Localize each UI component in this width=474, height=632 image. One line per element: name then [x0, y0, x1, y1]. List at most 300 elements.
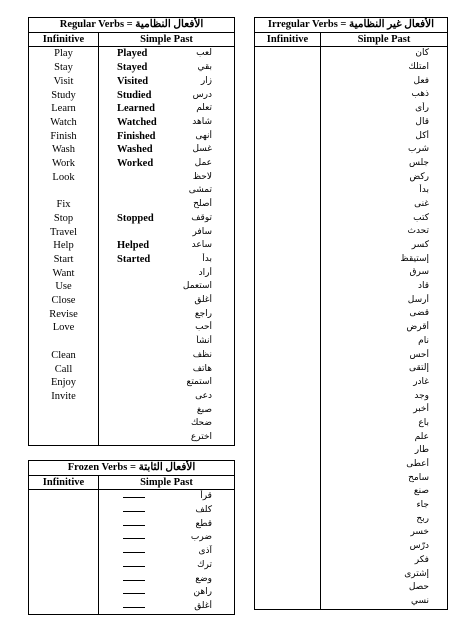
arabic-meaning: شرب	[408, 144, 429, 155]
arabic-meaning: بدأ	[419, 185, 429, 196]
table-row	[255, 143, 448, 157]
infinitive-cell: Call	[29, 363, 99, 377]
simple-past-cell	[321, 225, 448, 239]
table-row	[29, 239, 235, 253]
simple-past-cell	[321, 526, 448, 540]
frozen-verbs-body	[29, 490, 235, 614]
table-row	[29, 404, 235, 418]
table-row	[29, 431, 235, 445]
arabic-meaning: دعى	[195, 390, 213, 401]
infinitive-cell: Watch	[29, 116, 99, 130]
table-row	[29, 586, 235, 600]
arabic-meaning: أكل	[415, 130, 429, 141]
simple-past-cell	[99, 253, 235, 267]
arabic-meaning: أحب	[195, 322, 213, 333]
infinitive-cell	[255, 472, 321, 486]
arabic-meaning: قال	[415, 116, 429, 127]
simple-past-cell	[99, 198, 235, 212]
infinitive-cell	[255, 513, 321, 527]
infinitive-cell	[29, 518, 99, 532]
simple-past-cell	[321, 212, 448, 226]
infinitive-cell: Learn	[29, 102, 99, 116]
infinitive-cell	[255, 266, 321, 280]
infinitive-cell	[255, 171, 321, 185]
simple-past-cell	[321, 239, 448, 253]
past-form: Learned	[117, 103, 155, 115]
arabic-meaning: أقرض	[406, 322, 429, 333]
infinitive-cell	[255, 417, 321, 431]
arabic-meaning: زار	[200, 75, 213, 86]
infinitive-cell: Use	[29, 280, 99, 294]
table-row	[29, 75, 235, 89]
table-row	[29, 267, 235, 281]
infinitive-cell	[29, 335, 99, 349]
infinitive-cell	[255, 280, 321, 294]
table-row	[255, 280, 448, 294]
arabic-meaning: كلف	[195, 505, 212, 516]
table-row	[255, 403, 448, 417]
blank-line	[123, 566, 145, 567]
table-row	[255, 294, 448, 308]
arabic-meaning: استعمل	[182, 281, 213, 292]
table-row	[29, 518, 235, 532]
irregular-verbs-table	[254, 17, 448, 610]
arabic-meaning: راهن	[193, 587, 212, 598]
arabic-meaning: ذهب	[411, 89, 429, 100]
simple-past-cell	[99, 504, 235, 518]
infinitive-cell: Invite	[29, 390, 99, 404]
irregular-verbs-title: Irregular Verbs = الأفعال غير النظامية	[255, 18, 448, 33]
infinitive-cell	[255, 554, 321, 568]
simple-past-cell	[99, 349, 235, 363]
arabic-meaning: لعب	[196, 48, 213, 59]
arabic-meaning: بدأ	[202, 253, 213, 264]
arabic-meaning: باع	[418, 417, 429, 428]
infinitive-cell: Visit	[29, 75, 99, 89]
simple-past-cell	[99, 61, 235, 75]
simple-past-cell	[321, 157, 448, 171]
table-row	[29, 198, 235, 212]
arabic-meaning: درّس	[409, 541, 429, 552]
table-row	[29, 390, 235, 404]
blank-line	[123, 552, 145, 553]
simple-past-cell	[321, 61, 448, 75]
simple-past-cell	[321, 540, 448, 554]
arabic-meaning: نظف	[192, 349, 213, 360]
simple-past-cell	[99, 559, 235, 573]
infinitive-cell	[255, 595, 321, 609]
simple-past-cell	[321, 102, 448, 116]
table-row	[29, 102, 235, 116]
arabic-meaning: غادر	[413, 376, 429, 387]
simple-past-cell	[321, 376, 448, 390]
simple-past-cell	[321, 554, 448, 568]
infinitive-cell	[255, 225, 321, 239]
simple-past-cell	[321, 198, 448, 212]
arabic-meaning: وضع	[195, 573, 212, 584]
table-row	[255, 472, 448, 486]
simple-past-cell	[99, 280, 235, 294]
simple-past-cell	[99, 531, 235, 545]
table-row	[255, 581, 448, 595]
simple-past-cell	[321, 568, 448, 582]
infinitive-cell: Wash	[29, 143, 99, 157]
table-row	[255, 349, 448, 363]
arabic-meaning: حصل	[408, 582, 429, 593]
regular-verbs-body	[29, 47, 235, 445]
infinitive-cell	[255, 61, 321, 75]
arabic-meaning: ترك	[197, 559, 212, 570]
infinitive-cell	[255, 75, 321, 89]
table-row	[255, 417, 448, 431]
infinitive-cell	[29, 573, 99, 587]
infinitive-cell	[255, 198, 321, 212]
infinitive-cell	[255, 362, 321, 376]
past-form: Finished	[117, 130, 156, 142]
infinitive-cell: Start	[29, 253, 99, 267]
infinitive-cell	[255, 403, 321, 417]
arabic-meaning: أراد	[198, 267, 213, 278]
table-row	[255, 362, 448, 376]
simple-past-cell	[99, 308, 235, 322]
table-row	[29, 349, 235, 363]
infinitive-cell: Work	[29, 157, 99, 171]
arabic-meaning: هاتف	[192, 363, 213, 374]
blank-line	[123, 511, 145, 512]
simple-past-cell	[321, 499, 448, 513]
infinitive-cell	[29, 504, 99, 518]
arabic-meaning: ضرب	[190, 532, 212, 543]
simple-past-cell	[99, 239, 235, 253]
infinitive-cell	[255, 239, 321, 253]
simple-past-cell	[99, 157, 235, 171]
infinitive-cell	[255, 130, 321, 144]
table-row	[255, 130, 448, 144]
infinitive-cell	[255, 540, 321, 554]
table-row	[29, 61, 235, 75]
infinitive-cell	[255, 294, 321, 308]
simple-past-cell	[321, 595, 448, 609]
table-row	[29, 490, 235, 504]
past-form: Started	[117, 253, 151, 265]
arabic-meaning: قاد	[417, 281, 429, 292]
table-row	[255, 225, 448, 239]
simple-past-cell	[321, 88, 448, 102]
infinitive-cell	[255, 184, 321, 198]
infinitive-cell	[29, 559, 99, 573]
arabic-meaning: غنى	[414, 198, 429, 209]
arabic-meaning: ربح	[416, 513, 429, 524]
arabic-meaning: تحدث	[407, 226, 429, 237]
infinitive-cell	[29, 431, 99, 445]
simple-past-cell	[99, 417, 235, 431]
arabic-meaning: أغلق	[194, 295, 213, 306]
infinitive-cell: Stay	[29, 61, 99, 75]
infinitive-cell	[255, 47, 321, 61]
table-row	[29, 171, 235, 185]
infinitive-cell: Help	[29, 239, 99, 253]
arabic-meaning: جاء	[416, 500, 429, 511]
table-row	[255, 266, 448, 280]
table-row	[255, 88, 448, 102]
table-row	[29, 184, 235, 198]
table-row	[255, 595, 448, 609]
simple-past-cell	[99, 545, 235, 559]
blank-line	[123, 607, 145, 608]
table-row	[29, 47, 235, 61]
infinitive-cell	[255, 253, 321, 267]
arabic-meaning: آذى	[198, 546, 212, 557]
simple-past-cell	[321, 184, 448, 198]
simple-past-cell	[99, 294, 235, 308]
table-row	[255, 485, 448, 499]
infinitive-cell	[29, 586, 99, 600]
simple-past-cell	[99, 226, 235, 240]
simple-past-cell	[99, 47, 235, 61]
frozen-verbs-table	[28, 460, 235, 615]
blank-line	[123, 497, 145, 498]
simple-past-cell	[99, 363, 235, 377]
simple-past-cell	[321, 513, 448, 527]
table-row	[255, 444, 448, 458]
arabic-meaning: قرأ	[200, 491, 212, 502]
infinitive-cell	[29, 417, 99, 431]
infinitive-cell	[255, 499, 321, 513]
past-form: Played	[117, 48, 148, 60]
arabic-meaning: تمشى	[188, 185, 213, 196]
arabic-meaning: غسل	[192, 144, 213, 155]
infinitive-cell	[255, 581, 321, 595]
infinitive-cell: Close	[29, 294, 99, 308]
infinitive-cell	[255, 335, 321, 349]
table-row	[29, 116, 235, 130]
infinitive-cell	[255, 444, 321, 458]
table-row	[29, 143, 235, 157]
arabic-meaning: جلس	[408, 157, 429, 168]
arabic-meaning: درس	[192, 89, 213, 100]
arabic-meaning: أنشأ	[196, 336, 213, 347]
arabic-meaning: عمل	[194, 158, 213, 169]
simple-past-header: Simple Past	[321, 32, 448, 47]
table-row	[255, 554, 448, 568]
infinitive-cell: Clean	[29, 349, 99, 363]
infinitive-cell	[255, 321, 321, 335]
arabic-meaning: كسر	[411, 240, 429, 251]
infinitive-cell	[255, 376, 321, 390]
infinitive-cell: Love	[29, 321, 99, 335]
infinitive-header: Infinitive	[29, 475, 99, 490]
arabic-meaning: وجد	[414, 390, 429, 401]
table-row	[29, 321, 235, 335]
arabic-meaning: فعل	[413, 75, 429, 86]
arabic-meaning: علم	[414, 431, 429, 442]
arabic-meaning: طار	[414, 445, 429, 456]
table-row	[255, 116, 448, 130]
simple-past-cell	[321, 349, 448, 363]
simple-past-cell	[321, 266, 448, 280]
infinitive-cell	[255, 143, 321, 157]
simple-past-cell	[321, 458, 448, 472]
table-row	[29, 308, 235, 322]
table-row	[29, 600, 235, 614]
simple-past-cell	[99, 184, 235, 198]
infinitive-cell: Look	[29, 171, 99, 185]
table-row	[255, 513, 448, 527]
table-row	[255, 526, 448, 540]
table-row	[255, 102, 448, 116]
arabic-meaning: أصلح	[193, 199, 213, 210]
simple-past-cell	[99, 404, 235, 418]
arabic-meaning: بقي	[197, 62, 213, 73]
simple-past-cell	[99, 376, 235, 390]
irregular-verbs-body	[255, 47, 448, 609]
table-row	[29, 545, 235, 559]
simple-past-cell	[99, 321, 235, 335]
arabic-meaning: راجع	[194, 308, 213, 319]
arabic-meaning: ضحك	[190, 418, 213, 429]
arabic-meaning: خسر	[410, 527, 429, 538]
simple-past-cell	[99, 143, 235, 157]
table-row	[29, 253, 235, 267]
table-row	[29, 573, 235, 587]
infinitive-cell	[255, 88, 321, 102]
simple-past-cell	[99, 130, 235, 144]
arabic-meaning: توقف	[191, 212, 213, 223]
simple-past-cell	[99, 116, 235, 130]
blank-line	[123, 580, 145, 581]
simple-past-header: Simple Past	[99, 475, 235, 490]
simple-past-cell	[99, 267, 235, 281]
table-row	[255, 171, 448, 185]
past-form: Helped	[117, 240, 150, 252]
simple-past-cell	[99, 573, 235, 587]
infinitive-cell	[255, 212, 321, 226]
table-row	[29, 559, 235, 573]
simple-past-cell	[99, 89, 235, 103]
simple-past-cell	[99, 212, 235, 226]
simple-past-cell	[99, 490, 235, 504]
simple-past-cell	[321, 294, 448, 308]
arabic-meaning: أرسل	[407, 294, 429, 305]
simple-past-cell	[321, 75, 448, 89]
table-row	[255, 431, 448, 445]
arabic-meaning: كتب	[413, 212, 429, 223]
table-row	[29, 531, 235, 545]
arabic-meaning: إشترى	[404, 568, 429, 579]
arabic-meaning: كان	[415, 48, 429, 59]
table-row	[255, 198, 448, 212]
infinitive-cell	[29, 600, 99, 614]
infinitive-cell: Want	[29, 267, 99, 281]
past-form: Stayed	[117, 62, 148, 74]
past-form: Washed	[117, 144, 153, 156]
table-row	[29, 363, 235, 377]
arabic-meaning: شاهد	[192, 116, 213, 127]
table-row	[255, 390, 448, 404]
simple-past-cell	[321, 116, 448, 130]
table-row	[29, 157, 235, 171]
table-row	[29, 212, 235, 226]
infinitive-cell	[255, 349, 321, 363]
simple-past-cell	[321, 280, 448, 294]
past-form: Stopped	[117, 212, 154, 224]
table-row	[255, 184, 448, 198]
table-row	[29, 280, 235, 294]
infinitive-cell: Play	[29, 47, 99, 61]
simple-past-cell	[99, 586, 235, 600]
arabic-meaning: أنهى	[195, 130, 213, 141]
simple-past-cell	[321, 143, 448, 157]
table-row	[255, 376, 448, 390]
infinitive-cell: Enjoy	[29, 376, 99, 390]
simple-past-cell	[99, 102, 235, 116]
simple-past-cell	[321, 431, 448, 445]
infinitive-cell	[29, 490, 99, 504]
table-row	[29, 376, 235, 390]
table-row	[29, 417, 235, 431]
simple-past-cell	[321, 444, 448, 458]
infinitive-cell	[255, 157, 321, 171]
infinitive-cell	[255, 485, 321, 499]
infinitive-header: Infinitive	[255, 32, 321, 47]
simple-past-cell	[321, 362, 448, 376]
simple-past-cell	[321, 321, 448, 335]
simple-past-cell	[99, 75, 235, 89]
past-form: Watched	[117, 116, 157, 128]
infinitive-header: Infinitive	[29, 32, 99, 47]
table-row	[255, 568, 448, 582]
infinitive-cell	[255, 116, 321, 130]
table-row	[255, 47, 448, 61]
table-row	[255, 157, 448, 171]
infinitive-cell: Fix	[29, 198, 99, 212]
table-row	[29, 294, 235, 308]
regular-verbs-table	[28, 17, 235, 446]
arabic-meaning: سافر	[192, 226, 213, 237]
simple-past-cell	[99, 518, 235, 532]
infinitive-cell	[255, 458, 321, 472]
regular-verbs-title: Regular Verbs = الأفعال النظامية	[29, 18, 235, 33]
arabic-meaning: تعلم	[196, 103, 213, 114]
infinitive-cell	[255, 568, 321, 582]
table-row	[255, 253, 448, 267]
simple-past-cell	[321, 253, 448, 267]
simple-past-cell	[321, 171, 448, 185]
simple-past-cell	[321, 581, 448, 595]
arabic-meaning: إلتقى	[408, 363, 429, 374]
arabic-meaning: اخترع	[190, 432, 213, 443]
infinitive-cell	[255, 307, 321, 321]
table-row	[255, 75, 448, 89]
arabic-meaning: إستيقظ	[400, 253, 429, 264]
arabic-meaning: نسي	[410, 595, 429, 606]
arabic-meaning: رأى	[415, 103, 429, 114]
past-form: Studied	[117, 89, 152, 101]
table-row	[255, 335, 448, 349]
arabic-meaning: أغلق	[194, 600, 212, 611]
table-row	[255, 212, 448, 226]
arabic-meaning: صنع	[413, 486, 429, 497]
arabic-meaning: امتلك	[408, 62, 429, 73]
simple-past-cell	[321, 390, 448, 404]
arabic-meaning: أعطى	[406, 459, 429, 470]
table-row	[29, 89, 235, 103]
arabic-meaning: قضى	[409, 308, 429, 319]
table-row	[255, 61, 448, 75]
arabic-meaning: صبغ	[196, 404, 213, 415]
infinitive-cell: Travel	[29, 226, 99, 240]
infinitive-cell	[255, 102, 321, 116]
